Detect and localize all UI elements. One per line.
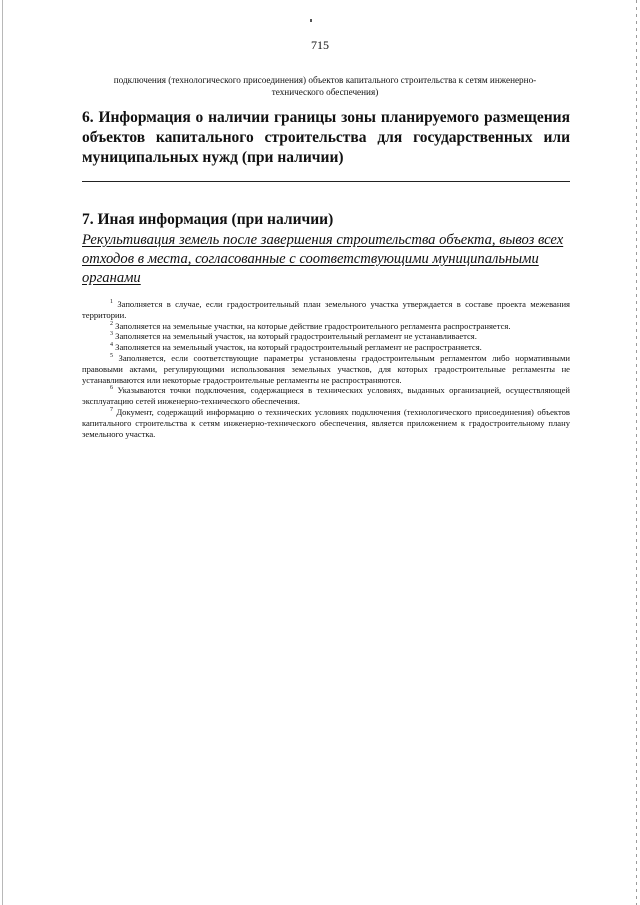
footnote-number: 7: [110, 407, 113, 414]
footnotes: [82, 299, 570, 439]
footnote-number: 3: [110, 331, 113, 338]
footnote-text: Заполняется, если соответствующие параметры установлены градостроительным регламентом либо нормативными правовыми актами, регулирующими использования земельных участков, для которых градостроительные регламенты не устанавливаются или некоторые градостроительные регламенты не распространяются.: [82, 352, 570, 385]
footnote-number: 2: [110, 320, 113, 327]
section-6-blank-line: [82, 181, 570, 182]
footnote-text: Заполняется на земельный участок, на который градостроительный регламент не устанавливается.: [115, 331, 477, 342]
scan-speck: [310, 19, 312, 22]
footnote: [82, 353, 570, 385]
footnote-number: 5: [110, 353, 113, 360]
footnote-text: Документ, содержащий информацию о технических условиях подключения (технологического присоединения) объектов капитального строительства к сетям инженерно-технического обеспечения, является приложением к градостроительному плану земельного участка.: [82, 406, 570, 439]
footnote-number: 1: [110, 299, 113, 306]
footnote-number: 4: [110, 342, 113, 349]
scan-edge-left: [2, 0, 3, 905]
footnote-number: 6: [110, 385, 113, 392]
header-note: подключения (технологического присоединения) объектов капитального строительства к сетям инженерно-технического обеспечения): [113, 75, 537, 97]
page-number: 715: [311, 38, 329, 52]
scan-edge-right: [636, 0, 637, 905]
footnote: [82, 342, 570, 353]
footnote: [82, 385, 570, 407]
footnote-text: Заполняется на земельный участок, на который градостроительный регламент не распространяется.: [115, 342, 482, 353]
section-7-text: [82, 231, 570, 288]
footnote: [82, 321, 570, 332]
footnote-text: Заполняется в случае, если градостроительный план земельного участка утверждается в составе проекта межевания территории.: [82, 299, 570, 320]
footnote: [82, 407, 570, 439]
footnote-text: Указываются точки подключения, содержащиеся в технических условиях, выданных организацией, осуществляющей эксплуатацию сетей инженерно-технического обеспечения.: [82, 385, 570, 407]
section-7-title: 7. Иная информация (при наличии): [82, 211, 334, 228]
section-7-text-value: Рекультивация земель после завершения строительства объекта, вывоз всех отходов в места, согласованные с соответствующими муниципальными органами: [82, 232, 564, 286]
footnote: [82, 331, 570, 342]
footnote-text: Заполняется на земельные участки, на которые действие градостроительного регламента распространяется.: [115, 320, 511, 331]
footnote: [82, 299, 570, 321]
section-6-title: 6. Информация о наличии границы зоны планируемого размещения объектов капитального строительства для государственных или муниципальных нужд (при наличии): [82, 109, 570, 166]
